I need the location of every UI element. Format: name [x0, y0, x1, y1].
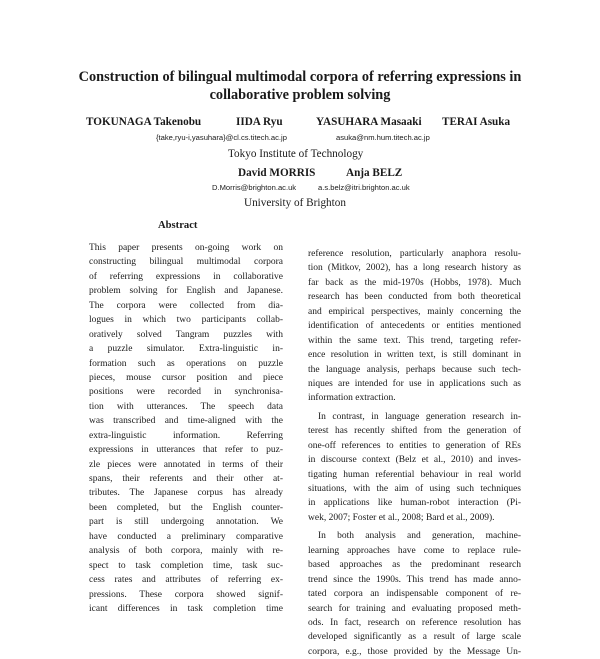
- text-line: tion (Mitkov, 2002), has a long research history as: [308, 263, 521, 274]
- abstract-body: [89, 241, 283, 616]
- text-line: have conducted a preliminary comparative: [89, 531, 283, 542]
- text-line: expressions in utterances that refer to puz-: [89, 445, 283, 456]
- text-line: of referring expressions in collaborative: [89, 271, 283, 282]
- text-line: problem solving for English and Japanese.: [89, 286, 283, 297]
- text-line: zle pieces were annotated in terms of their: [89, 459, 283, 470]
- email-group1-right: asuka@nm.hum.titech.ac.jp: [336, 133, 430, 142]
- text-line: tion with utterances. The speech data: [89, 401, 283, 412]
- email-group2-right: a.s.belz@itri.brighton.ac.uk: [318, 183, 410, 192]
- email-group1-left: {take,ryu-i,yasuhara}@cl.cs.titech.ac.jp: [156, 133, 287, 142]
- text-line: been completed, but the English counter-: [89, 502, 283, 513]
- text-line: This paper presents on-going work on: [89, 243, 283, 253]
- text-line: part is still undergoing annotation. We: [89, 517, 283, 528]
- text-line: within the same text. This trend, targeting refer-: [308, 335, 521, 346]
- author-belz: Anja BELZ: [346, 167, 403, 179]
- title-line-2: collaborative problem solving: [209, 87, 391, 103]
- text-line: situations, with the aim of using such techniques: [308, 484, 521, 494]
- text-line: analysis of both corpora, mainly with re-: [89, 546, 283, 557]
- text-line: research has been conducted from both theoretical: [308, 292, 521, 303]
- author-yasuhara: YASUHARA Masaaki: [316, 116, 422, 128]
- text-line: information extraction.: [308, 393, 396, 404]
- text-line: tated corpora an indispensable component of re-: [308, 589, 521, 600]
- text-line: cess rates and attributes of referring ex-: [89, 575, 283, 586]
- text-line: one-off references to entities to generation of REs: [308, 440, 521, 451]
- text-line: far back as the mid-1970s (Hobbs, 1978). Much: [308, 277, 521, 288]
- text-line: based approaches as the predominant research: [308, 560, 521, 571]
- body-right-column: [308, 247, 521, 659]
- text-line: identification of antecedents or entities mentioned: [308, 321, 521, 332]
- paragraph-3: [308, 529, 521, 659]
- text-line: spans, their referents and their other at-: [89, 474, 283, 484]
- text-line: trend since the 1990s. This trend has made anno-: [308, 574, 521, 585]
- text-line: In both analysis and generation, machine-: [318, 531, 521, 542]
- text-line: and empirical perspectives, mainly concerning the: [308, 306, 521, 317]
- text-line: ence resolution in written text, is still dominant in: [308, 350, 521, 361]
- text-line: developed significantly as a result of large scale: [308, 632, 521, 643]
- author-tokunaga: TOKUNAGA Takenobu: [86, 116, 202, 128]
- paragraph-2: [308, 410, 521, 526]
- text-line: corpora, e.g., those provided by the Message Un-: [308, 646, 521, 657]
- title-line-1: Construction of bilingual multimodal corpora of referring expressions in: [78, 69, 522, 85]
- text-line: in applications like human-robot interaction (Pi-: [308, 498, 521, 509]
- text-line: tributes. The Japanese corpus has already: [89, 488, 283, 499]
- paper-title: [40, 68, 560, 104]
- text-line: formation such as operations on puzzle: [89, 358, 283, 369]
- text-line: pressions. These corpora showed signif-: [89, 589, 283, 600]
- text-line: learning approaches have come to replace rule-: [308, 545, 521, 556]
- text-line: terest has recently shifted from the generation of: [308, 426, 521, 437]
- affiliation-brighton: University of Brighton: [244, 197, 346, 209]
- text-line: In contrast, in language generation research in-: [318, 411, 521, 422]
- paragraph-1: [308, 247, 521, 406]
- text-line: pieces, mouse cursor position and piece: [89, 372, 283, 383]
- text-line: in discourse context (Belz et al., 2010) and inves-: [308, 455, 521, 466]
- text-line: spect to task completion time, task suc-: [89, 560, 283, 571]
- affiliation-tokyo: Tokyo Institute of Technology: [228, 148, 364, 160]
- text-line: logues in which two participants collab-: [89, 315, 283, 326]
- text-line: constructing bilingual multimodal corpora: [89, 257, 283, 268]
- text-line: wek, 2007; Foster et al., 2008; Bard et al., 2009).: [308, 512, 495, 523]
- text-line: search for training and evaluating proposed meth-: [308, 603, 521, 614]
- author-iida: IIDA Ryu: [236, 116, 283, 128]
- text-line: extra-linguistic information. Referring: [89, 430, 283, 441]
- author-terai: TERAI Asuka: [442, 116, 511, 128]
- text-line: icant differences in task completion time: [89, 603, 283, 614]
- abstract-heading: Abstract: [158, 220, 198, 231]
- text-line: reference resolution, particularly anaphora resolu-: [308, 249, 521, 259]
- text-line: was transcribed and time-aligned with the: [89, 416, 283, 427]
- email-group2-left: D.Morris@brighton.ac.uk: [212, 183, 297, 192]
- text-line: The corpora were collected from dia-: [89, 300, 283, 311]
- text-line: oratively solved Tangram puzzles with: [89, 329, 283, 340]
- text-line: positions were recorded in synchronisa-: [89, 387, 283, 398]
- text-line: a puzzle simulator. Extra-linguistic in-: [89, 344, 283, 355]
- author-morris: David MORRIS: [238, 167, 316, 179]
- text-line: ods. In fact, research on reference resolution has: [308, 617, 521, 628]
- text-line: tigating human referential behaviour in real world: [308, 469, 521, 480]
- text-line: the language analysis, perhaps because such tech-: [308, 364, 521, 375]
- text-line: niques are intended for use in applications such as: [308, 378, 521, 389]
